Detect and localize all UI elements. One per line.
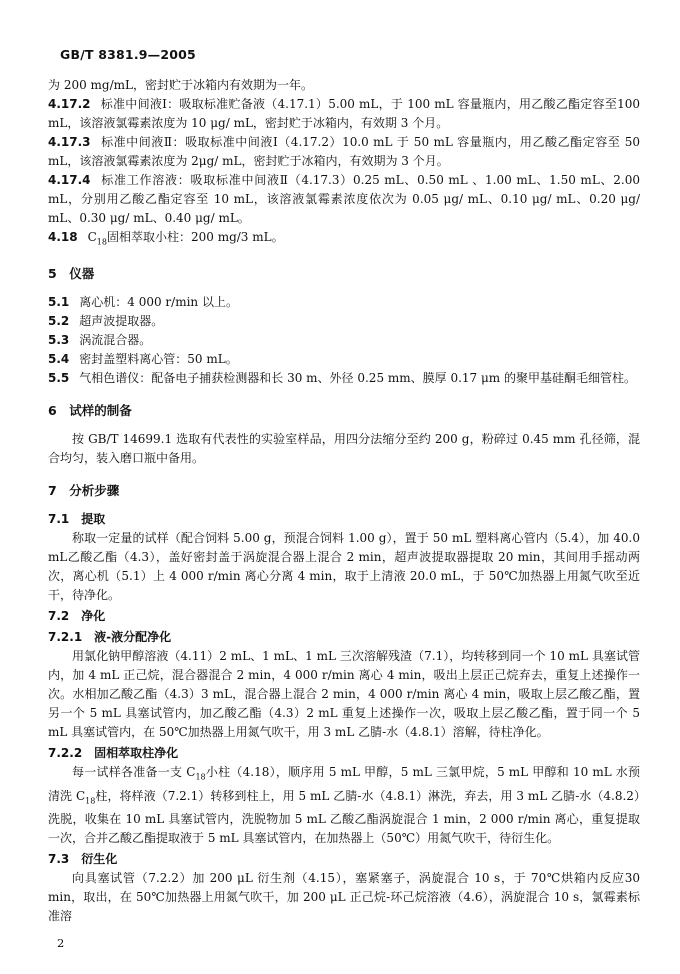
section-7-title: 7 分析步骤 — [48, 483, 120, 499]
clause-4-17-3 — [48, 133, 640, 171]
subscript: 18 — [195, 772, 206, 782]
clause-number: 5.4 — [48, 352, 70, 367]
clause-5-5 — [48, 369, 640, 388]
clause-4-18 — [48, 228, 640, 251]
clause-5-2 — [48, 312, 640, 331]
section-5-title: 5 仪器 — [48, 266, 95, 282]
section-7-3-text: 向具塞试管（7.2.2）加 200 μL 衍生剂（4.15），塞紧塞子，涡旋混合 10 s，于 70℃烘箱内反应30 min，取出，在 50℃加热器上用氮气吹干，加 200 μL 正己烷-环己烷溶液（4.6），涡旋混合 10 s，氯霉素标准溶 — [48, 871, 640, 924]
document-body — [48, 76, 640, 926]
clause-number: 5.1 — [48, 295, 70, 310]
continued-paragraph: 为 200 mg/mL，密封贮于冰箱内有效期为一年。 — [48, 78, 313, 92]
clause-text: 标准工作溶液：吸取标准中间液Ⅱ（4.17.3）0.25 mL、0.50 mL 、1.00 mL、1.50 mL、2.00 mL，分别用乙酸乙酯定容至 10 mL，该溶液氯霉素浓度依次为 0.05 μg/ mL、0.10 μg/ mL、0.20 μg/ mL、0.30 μg/ mL、0.40 μg/ mL。 — [48, 173, 640, 225]
clause-text: 固相萃取小柱：200 mg/3 mL。 — [106, 230, 284, 244]
section-7-2-1-text: 用氯化钠甲醇溶液（4.11）2 mL、1 mL、1 mL 三次溶解残渣（7.1），均转移到同一个 10 mL 具塞试管内，加 4 mL 正己烷，混合器混合 2 min，4 000 r/min 离心 4 min，吸出上层正己烷弃去，重复上述操作一次。水相加乙酸乙酯（4.3）3 mL，混合器上混合 2 min，4 000 r/min 离心 4 min，吸取上层乙酸乙酯，置另一个 5 mL 具塞试管内，加乙酸乙酯（4.3）2 mL 重复上述操作一次，吸取上层乙酸乙酯，置于同一个 5 mL 具塞试管内，在 50℃加热器上用氮气吹干，用 3 mL 乙腈-水（4.8.1）溶解，待柱净化。 — [48, 649, 640, 740]
section-6-text: 按 GB/T 14699.1 选取有代表性的实验室样品，用四分法缩分至约 200 g，粉碎过 0.45 mm 孔径筛，混合均匀，装入磨口瓶中备用。 — [48, 432, 640, 466]
subsection-heading: 7.3 衍生化 — [48, 852, 118, 867]
clause-number: 4.17.3 — [48, 135, 91, 149]
section-7-2-title — [48, 607, 640, 626]
clause-text: 超声波提取器。 — [79, 314, 164, 329]
subscript: 18 — [85, 796, 96, 806]
clause-5-3 — [48, 331, 640, 350]
clause-number: 4.17.2 — [48, 97, 91, 111]
clause-text: 标准中间液Ⅱ：吸取标准中间液Ⅰ（4.17.2）10.0 mL 于 50 mL 容量瓶内，用乙酸乙酯定容至 50 mL，该溶液氯霉素浓度为 2μg/ mL，密封贮于冰箱内，有效期为 3 个月。 — [48, 135, 640, 168]
clause-number: 5.2 — [48, 314, 70, 329]
subsection-heading: 7.2 净化 — [48, 609, 106, 624]
subsection-heading: 7.2.2 固相萃取柱净化 — [48, 746, 179, 761]
page-number: 2 — [57, 936, 65, 950]
clause-number: 5.5 — [48, 371, 70, 386]
clause-number: 4.17.4 — [48, 173, 91, 187]
clause-5-4 — [48, 350, 640, 369]
clause-4-17-2 — [48, 95, 640, 133]
subsection-heading: 7.2.1 液-液分配净化 — [48, 630, 172, 645]
section-7-2-2-title — [48, 744, 640, 763]
clause-text: C — [87, 230, 97, 244]
section-7-2-1-title — [48, 628, 640, 647]
section-7-2-2-text — [48, 763, 640, 848]
paragraph-text: 每一试样各准备一支 C — [72, 765, 196, 780]
clause-text: 涡流混合器。 — [79, 333, 152, 348]
section-7-1-text: 称取一定量的试样（配合饲料 5.00 g，预混合饲料 1.00 g），置于 50 mL 塑料离心管内（5.4），加 40.0 mL乙酸乙酯（4.3），盖好密封盖于涡旋混合器上混合 2 min，超声波提取器提取 20 min，其间用手摇动两次，离心机（5.1）上 4 000 r/min 离心分离 4 min，取于上清液 20.0 mL，于 50℃加热器上用氮气吹至近干，待净化。 — [48, 531, 640, 603]
subsection-heading: 7.1 提取 — [48, 512, 106, 527]
clause-text: 标准中间液Ⅰ：吸取标准贮备液（4.17.1）5.00 mL，于 100 mL 容量瓶内，用乙酸乙酯定容至100 mL，该溶液氯霉素浓度为 10 μg/ mL，密封贮于冰箱内，有效期 3 个月。 — [48, 97, 640, 130]
paragraph-text: 柱，将样液（7.2.1）转移到柱上，用 5 mL 乙腈-水（4.8.1）淋洗，弃去，用 3 mL 乙腈-水（4.8.2）洗脱，收集在 10 mL 具塞试管内，洗脱物加 5 mL 乙酸乙酯涡旋混合 1 min，2 000 r/min 离心，重复提取一次，合并乙酸乙酯提取液于 5 mL 具塞试管内，在加热器上（50℃）用氮气吹干，待衍生化。 — [48, 788, 640, 846]
clause-5-1 — [48, 293, 640, 312]
clause-text: 气相色谱仪：配备电子捕获检测器和长 30 m、外径 0.25 mm、膜厚 0.17 μm 的聚甲基硅酮毛细管柱。 — [79, 371, 636, 386]
clause-number: 5.3 — [48, 333, 70, 348]
clause-4-17-4 — [48, 171, 640, 228]
section-7-1-title — [48, 510, 640, 529]
standard-header: GB/T 8381.9—2005 — [60, 47, 196, 62]
section-6-title: 6 试样的制备 — [48, 403, 132, 419]
paragraph-text: 小柱（4.18），顺序用 5 mL 甲醇，5 mL 三氯甲烷，5 mL 甲醇和 10 mL 水预清洗 C — [48, 765, 640, 803]
clause-text: 密封盖塑料离心管：50 mL。 — [79, 352, 238, 367]
clause-number: 4.18 — [48, 230, 78, 244]
clause-text: 离心机：4 000 r/min 以上。 — [79, 295, 238, 310]
subscript: 18 — [96, 237, 107, 247]
section-7-3-title — [48, 850, 640, 869]
